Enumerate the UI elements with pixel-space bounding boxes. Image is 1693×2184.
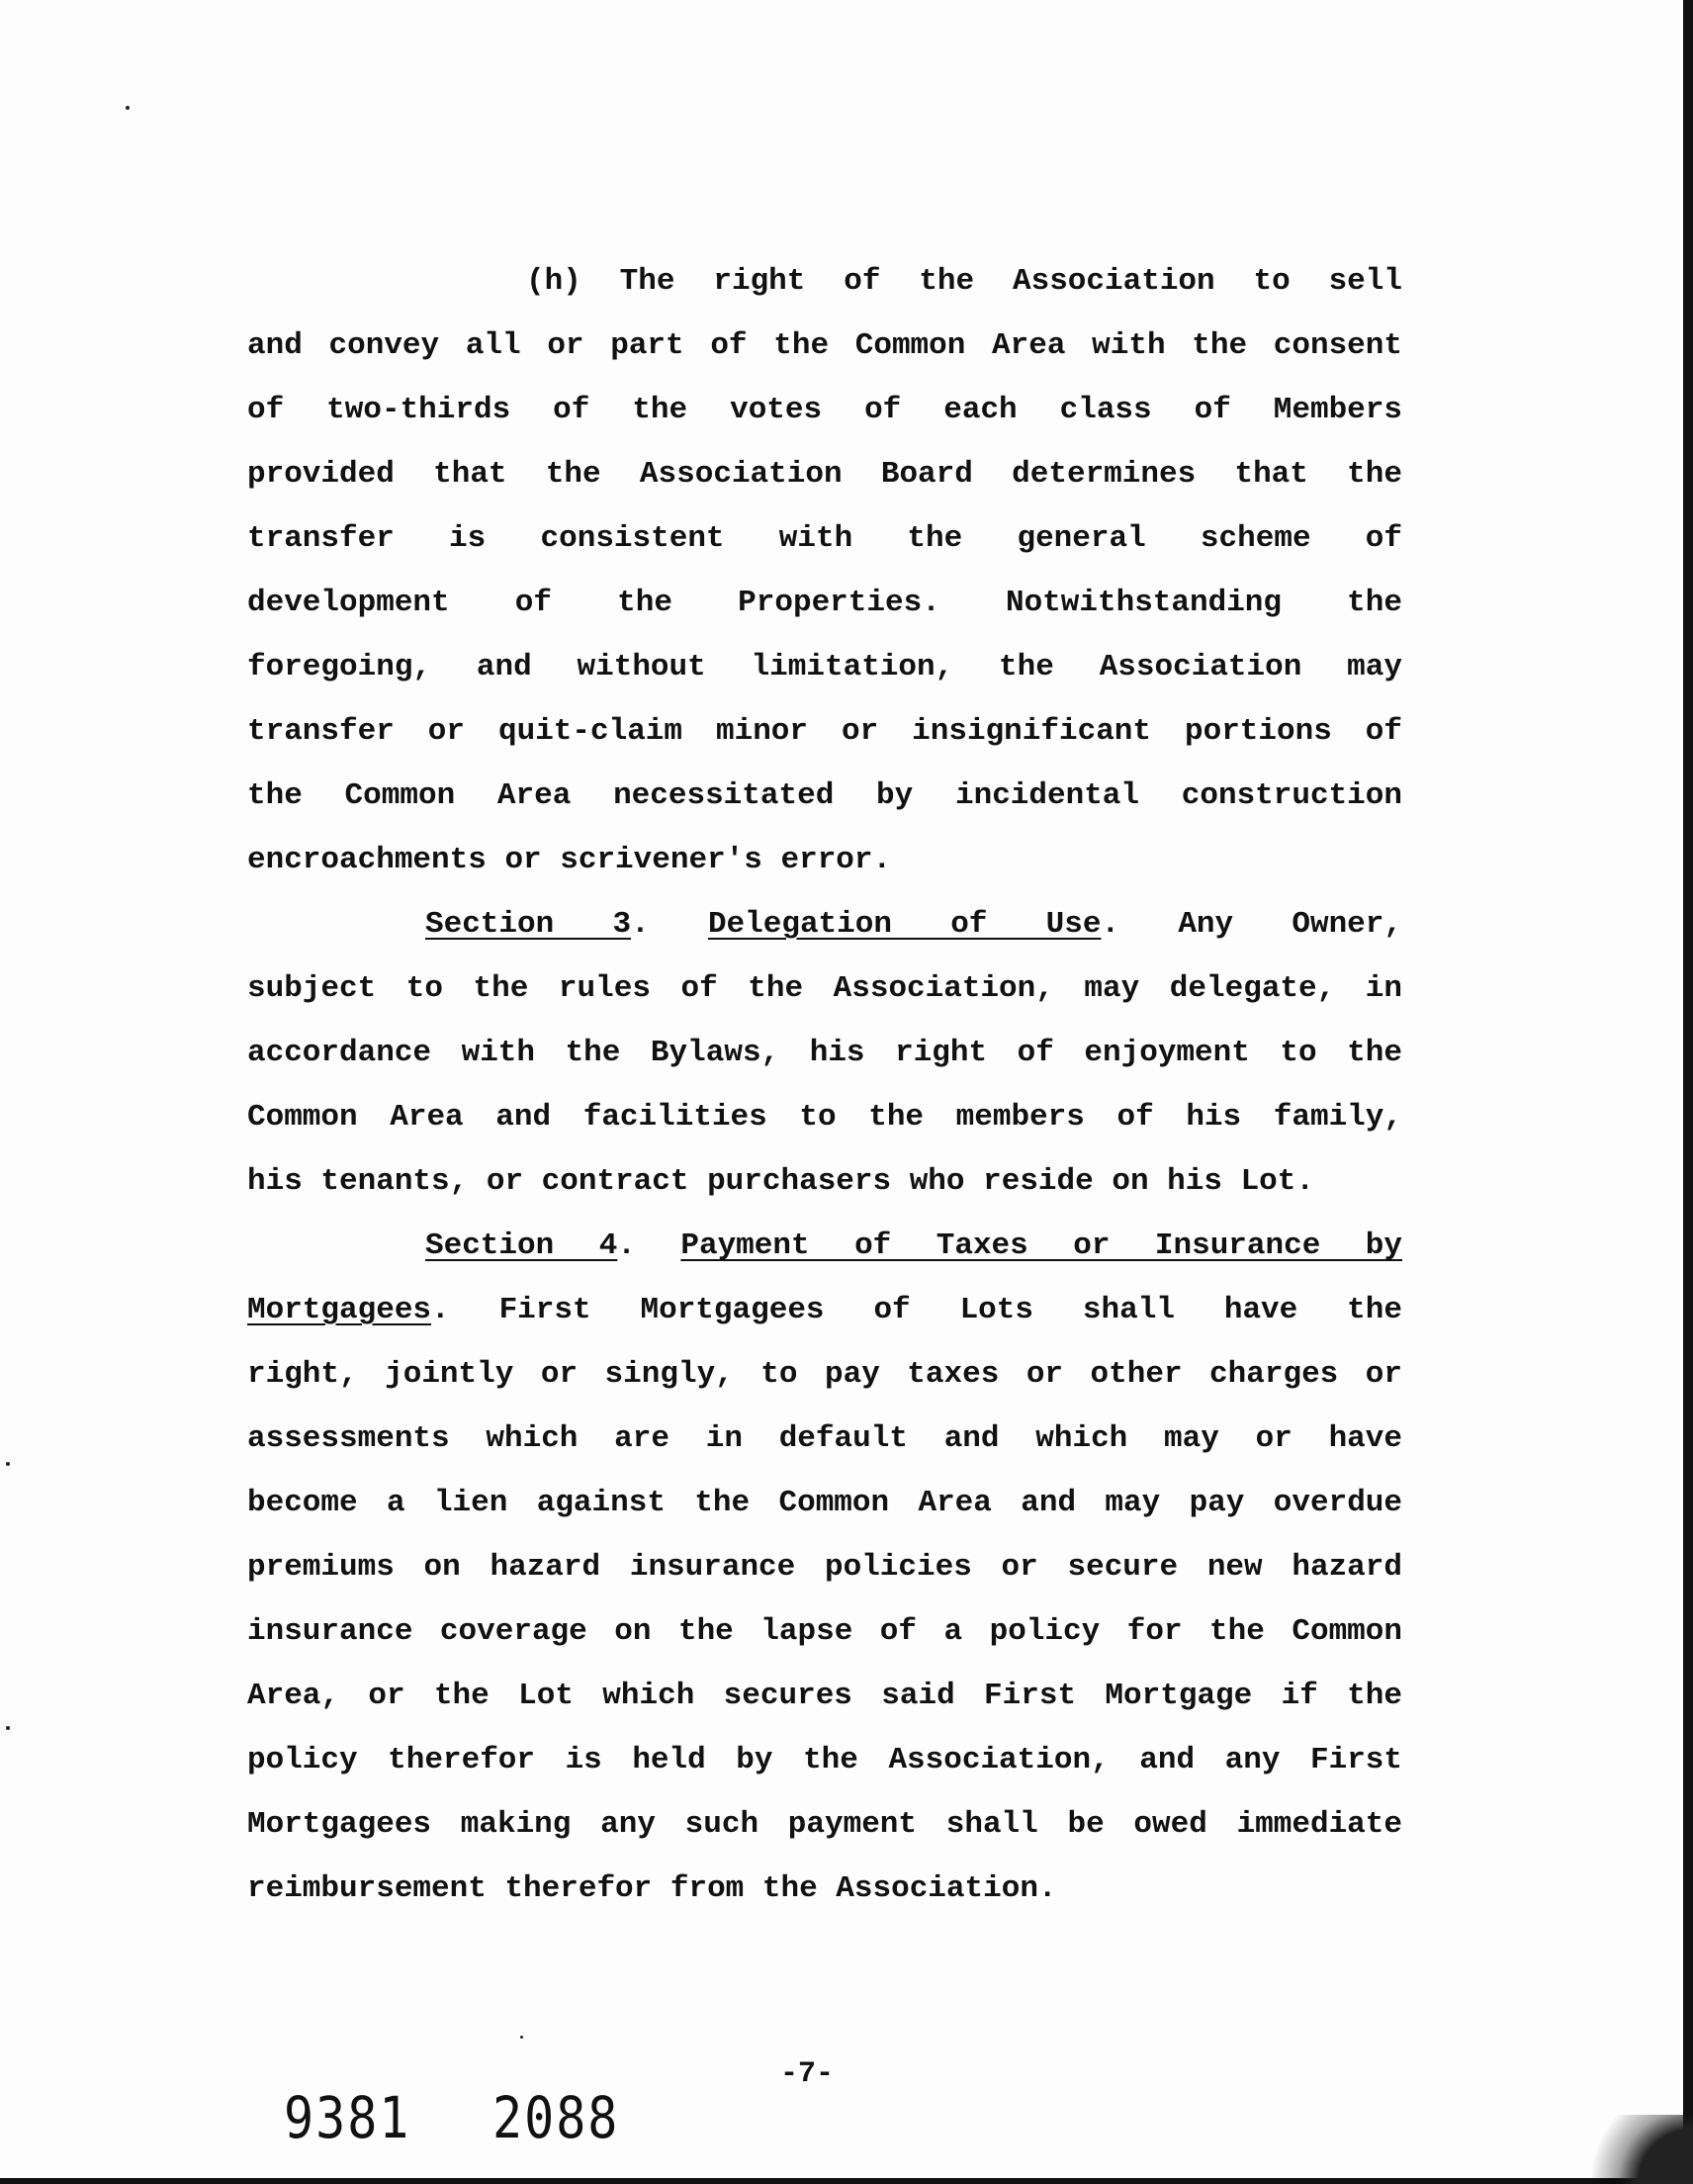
- section-4-line: policy therefor is held by the Association, and any First: [247, 1743, 1402, 1777]
- section-3-line: accordance with the Bylaws, his right of enjoyment to the: [247, 1036, 1402, 1070]
- document-body: [247, 249, 1402, 1921]
- page-number-text: -7-: [779, 2057, 834, 2091]
- section-4-heading-line-2: Mortgagees. First Mortgagees of Lots shall have the: [247, 1293, 1402, 1327]
- section-4-title: Payment of Taxes or Insurance by: [680, 1228, 1402, 1263]
- section-4-line: insurance coverage on the lapse of a policy for the Common: [247, 1614, 1402, 1649]
- paragraph-h-line: foregoing, and without limitation, the Association may: [247, 650, 1402, 684]
- section-3-line: subject to the rules of the Association, may delegate, in: [247, 971, 1402, 1006]
- page-number: [0, 2057, 1693, 2091]
- scan-speck: [520, 2036, 523, 2039]
- section-4-line: right, jointly or singly, to pay taxes or other charges or: [247, 1357, 1402, 1392]
- section-4-line: become a lien against the Common Area and may pay overdue: [247, 1486, 1402, 1520]
- section-4-line: assessments which are in default and which may or have: [247, 1421, 1402, 1456]
- section-4-line: reimbursement therefor from the Association.: [247, 1871, 1057, 1906]
- paragraph-h-line: (h) The right of the Association to sell: [526, 264, 1402, 299]
- scan-edge-right: [1683, 0, 1693, 2184]
- scan-speck: [6, 1726, 10, 1730]
- paragraph-h-line: transfer or quit-claim minor or insignificant portions of: [247, 714, 1402, 749]
- document-code-right: 2088: [492, 2085, 620, 2151]
- paragraph-h-line: encroachments or scrivener's error.: [247, 843, 892, 877]
- section-4-line: Mortgagees making any such payment shall be owed immediate: [247, 1807, 1402, 1842]
- paragraph-h-line: of two-thirds of the votes of each class of Members: [247, 393, 1402, 427]
- section-3-title: Delegation of Use: [707, 907, 1102, 942]
- section-3-label: Section 3: [425, 907, 632, 942]
- paragraph-h-line: development of the Properties. Notwithstanding the: [247, 586, 1402, 620]
- section-3-text: Any Owner,: [1178, 907, 1402, 942]
- scan-speck: [6, 1462, 10, 1466]
- section-4-title-cont: Mortgagees: [247, 1293, 432, 1327]
- paragraph-h-line: provided that the Association Board determines that the: [247, 457, 1402, 492]
- paragraph-h-line: transfer is consistent with the general scheme of: [247, 521, 1402, 556]
- section-4-heading-line: Section 4. Payment of Taxes or Insurance by: [425, 1228, 1402, 1263]
- section-4-text: First Mortgagees of Lots shall have the: [498, 1293, 1402, 1327]
- section-3-line: Common Area and facilities to the members of his family,: [247, 1100, 1402, 1135]
- scan-corner-artifact: [1574, 2115, 1693, 2184]
- scan-speck: [126, 106, 130, 110]
- paragraph-h-line: the Common Area necessitated by incidental construction: [247, 778, 1402, 813]
- section-3-heading-line: Section 3. Delegation of Use. Any Owner,: [425, 907, 1402, 942]
- section-4-label: Section 4: [425, 1228, 618, 1263]
- paragraph-h-line: and convey all or part of the Common Area with the consent: [247, 328, 1402, 363]
- document-code-left: 9381: [284, 2085, 411, 2151]
- scan-edge-bottom: [0, 2178, 1693, 2184]
- section-4-line: premiums on hazard insurance policies or secure new hazard: [247, 1550, 1402, 1585]
- section-3-line: his tenants, or contract purchasers who reside on his Lot.: [247, 1164, 1314, 1199]
- section-4-line: Area, or the Lot which secures said First Mortgage if the: [247, 1679, 1402, 1713]
